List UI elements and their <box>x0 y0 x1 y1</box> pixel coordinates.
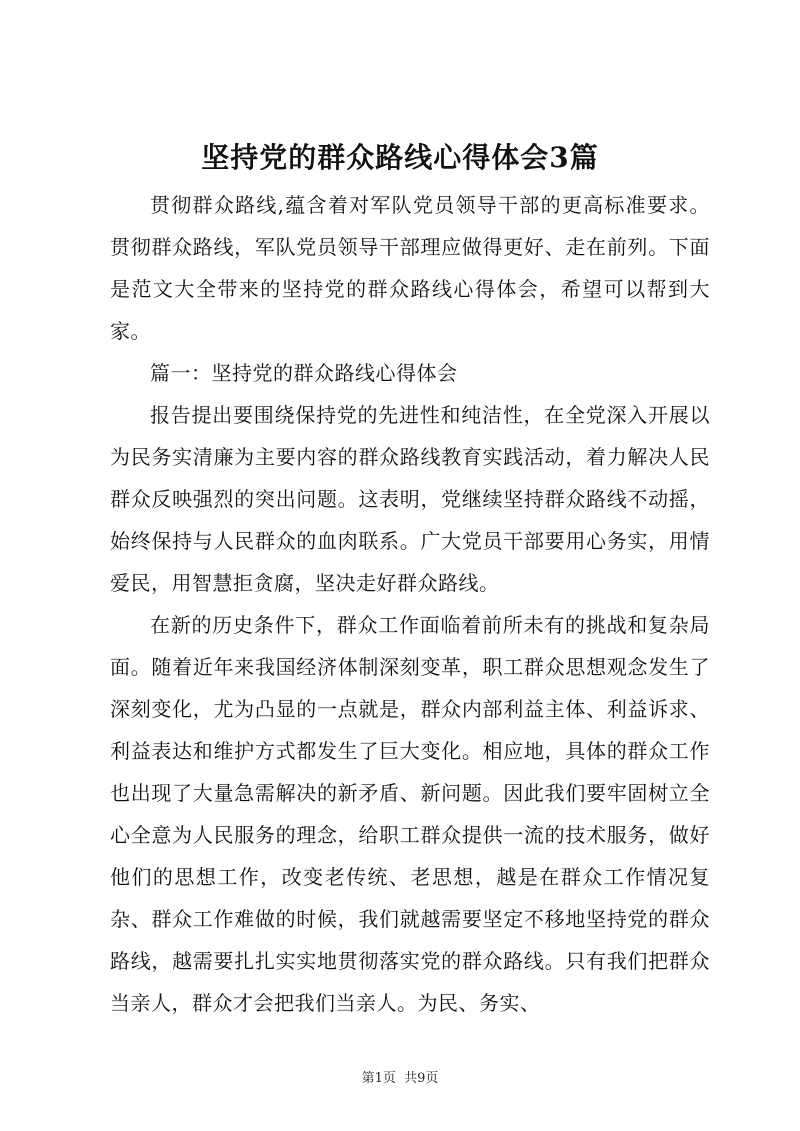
document-body <box>110 184 710 1024</box>
section-heading: 篇一：坚持党的群众路线心得体会 <box>150 361 458 385</box>
page-total: 共9页 <box>404 1071 439 1086</box>
paragraph-history: 在新的历史条件下，群众工作面临着前所未有的挑战和复杂局面。随着近年来我国经济体制深刻变革，职工群众思想观念发生了深刻变化，尤为凸显的一点就是，群众内部利益主体、利益诉求、利益表达和维护方式都发生了巨大变化。相应地，具体的群众工作也出现了大量急需解决的新矛盾、新问题。因此我们要牢固树立全心全意为人民服务的理念，给职工群众提供一流的技术服务，做好他们的思想工作，改变老传统、老思想，越是在群众工作情况复杂、群众工作难做的时候，我们就越需要坚定不移地坚持党的群众路线，越需要扎扎实实地贯彻落实党的群众路线。只有我们把群众当亲人，群众才会把我们当亲人。为民、务实、 <box>110 613 710 1015</box>
paragraph-intro: 贯彻群众路线,蕴含着对军队党员领导干部的更高标准要求。贯彻群众路线，军队党员领导干部理应做得更好、走在前列。下面是范文大全带来的坚持党的群众路线心得体会，希望可以帮到大家。 <box>110 193 710 343</box>
document-title: 坚持党的群众路线心得体会3篇 <box>201 141 599 174</box>
page-number: 第1页 <box>361 1071 396 1086</box>
page-footer <box>0 1070 800 1088</box>
paragraph-report: 报告提出要围绕保持党的先进性和纯洁性，在全党深入开展以为民务实清廉为主要内容的群众路线教育实践活动，着力解决人民群众反映强烈的突出问题。这表明，党继续坚持群众路线不动摇，始终保持与人民群众的血肉联系。广大党员干部要用心务实，用情爱民，用智慧拒贪腐，坚决走好群众路线。 <box>110 403 710 595</box>
